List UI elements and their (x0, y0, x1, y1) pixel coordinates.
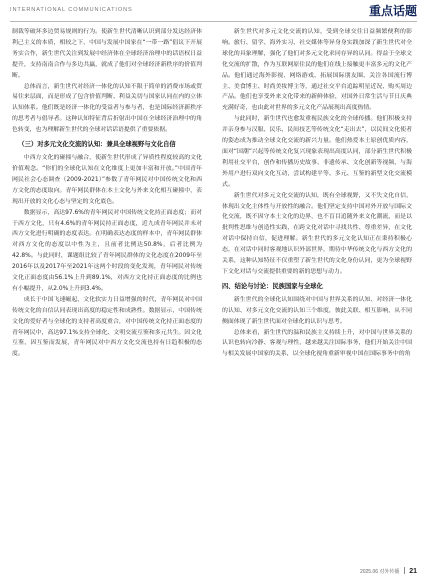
section-heading: 四、结论与讨论：民族国家与全球化 (222, 282, 323, 290)
page-number: 21 (409, 568, 417, 575)
body-paragraph: 新生世代对多元文化交流的认知，既有全球视野，又不失文化自信，体现出文化主体性与开放性的融合。他们坚定支持中国对外开放与国际文化交流，既不因守本土文化的边界，也不盲目追随外来文化潮流，而是以批判性思维与创造性实践，在跨文化对话中寻找共性、尊重差异，在文化对话中保持自信，促进理解。新生世代的多元文化认知正在秉持积极心态，在对话中同时客观地认识外部世界，期待中华传统文化与西方文化的关系，这种认知特征不仅重塑了新生世代的文化身份认同，更为全球视野下文化对话与交流提供重要的新的思想与动力。 (222, 192, 412, 275)
left-column (12, 27, 202, 557)
body-paragraph: 与此同时，新生世代也愈发重视民族文化的全球传播。他们积极支持并亲身参与汉服、民乐、民间技艺等传统文化“走出去”，以民间文化使者的姿态成为推动全球文化交流的新兴力量。他们热爱本土原创优质内容，面对“国潮”兴起等传统文化复兴现象表现出高度认同，部分新生世代积极利用社交平台，创作和传播历史故事、非遗传承、文化创新等视频，与海外用户进行双向文化互动，尝试构建平等、多元、互鉴的新型文化交流模式。 (222, 116, 412, 188)
section-heading: （三）对多元文化交流的认知：兼具全球视野与文化自信 (18, 141, 176, 149)
body-paragraph: 数据显示，高达97.6%的青年网民对中国传统文化持正面态度；而对于西方文化，只有4.6%的青年网民持正面态度，近九成青年网民并未对西方文化进行明确的态度表达。在明确表达态度的样本中，青年网民群体对西方文化的态度以中性为主，且前者比例达50.8%，后者比例为42.8%。与此同时，课题组比较了青年网民群体的文化态度在2009年至2016年以及2017年至2021年这两个时段的变化发现，青年网民对传统文化正面态度由56.1%上升到89.1%，对西方文化持正面态度的比例也有小幅提升，从2.0%上升到3.4%。 (12, 209, 202, 292)
page-header (10, 0, 417, 22)
body-paragraph: 制裁等破坏多边贸易规则的行为。使新生世代清晰认识到部分发达经济体利己主义的本质，相较之下，中国与发展中国家在“一带一路”倡议下开展务实合作，新生世代关注到发展中经济体在全球经济治理中的话语权日益提升，支持南南合作与多边共赢，就成了他们对全球经济新秩序的价值判断。 (12, 29, 202, 79)
body-paragraph: 总体而言，新生世代对经济一体化的认知不限于简单的消费市场或贸易往来层面，而是形成了包含价值判断、利益关切与国家认同在内的立体认知体系。他们既是经济一体化的受益者与参与者，也是国际经济新秩序的思考者与倡导者。这种认知特征背后折射出中国在全球经济治理中的角色转变，也为理解新生世代的全球对话话语提供了重要依据。 (12, 83, 202, 134)
journal-brand: INTERNATIONAL COMMUNICATIONS (10, 7, 133, 13)
body-paragraph: 新生世代的全球化认知围绕对中国与世界关系的认知、对经济一体化的认知、对多元文化交流的认知三个维度，彼此关联、相互影响，从不同侧面体现了新生世代面对全球化的认识与思考。 (222, 296, 412, 325)
right-column (222, 27, 412, 557)
footer-divider (404, 567, 405, 574)
body-paragraph: 成长于中国飞速崛起、文化软实力日益增强的时代，青年网民对中国传统文化的自信认同表现出高度的稳定性和成熟性。数据显示，中国传统文化的爱好者与全球化的支持者高度重合，对中国传统文化持正面态度的青年网民中，高达97.1%支持全球化、文明交流互鉴和多元共生。因文化互鉴，因互鉴而发展，青年网民对中西方文化交流也持有日趋积极的态度。 (12, 296, 202, 358)
issue-label: 2025.06 对外传播 (359, 569, 400, 575)
header-divider (10, 21, 417, 22)
section-tag: 重点话题 (368, 4, 417, 18)
body-paragraph: 总体来看，新生世代的温和民族主义持续上升，对中国与世界关系的认识也转向冷静、客观与理性，越来越关注国际事务，他们开始关注中国与相关发展中国家的关系，以全球化视角重新审视中国在国际事务中的角 (222, 329, 412, 358)
body-paragraph: 中西方文化的碰撞与融合，使新生世代形成了异质性程度较高的文化价值观念。“你们的全球化认知在文化维度上更加丰富和开放。”中国青年网民社会心态调查（2009-2021）”参数了青年网民对中国传统文化和西方文化的态度取向。青年网民群体在本土文化与外来文化相互碰撞中，表现出开放的文化心态与坚定的文化底色。 (12, 155, 202, 205)
page-footer (360, 567, 417, 575)
body-paragraph: 新生世代对多元文化交流的认知，受到全球交往日益频繁便利的影响。旅行、留学、海外实习、社交媒体等异身身实践加深了新生世代对全球化的具象理解，强化了他们对多元文化求同存异的认同。得益于全球文化交流的扩散，作为互联网原住民的他们在线上接触更丰富多元的文化产品。他们通过海外影视、网络游戏、拓展国际朋友圈、关注各国流行博主、美食博主、时尚美妆博主等，通过社交平台追踪明星近况、购买周边产品。他们也享受外来文化带来的新鲜体验，对国外日常生活与节日庆典充满好奇，也由此对世界的多元文化产品展现出高度热情。 (222, 29, 412, 112)
